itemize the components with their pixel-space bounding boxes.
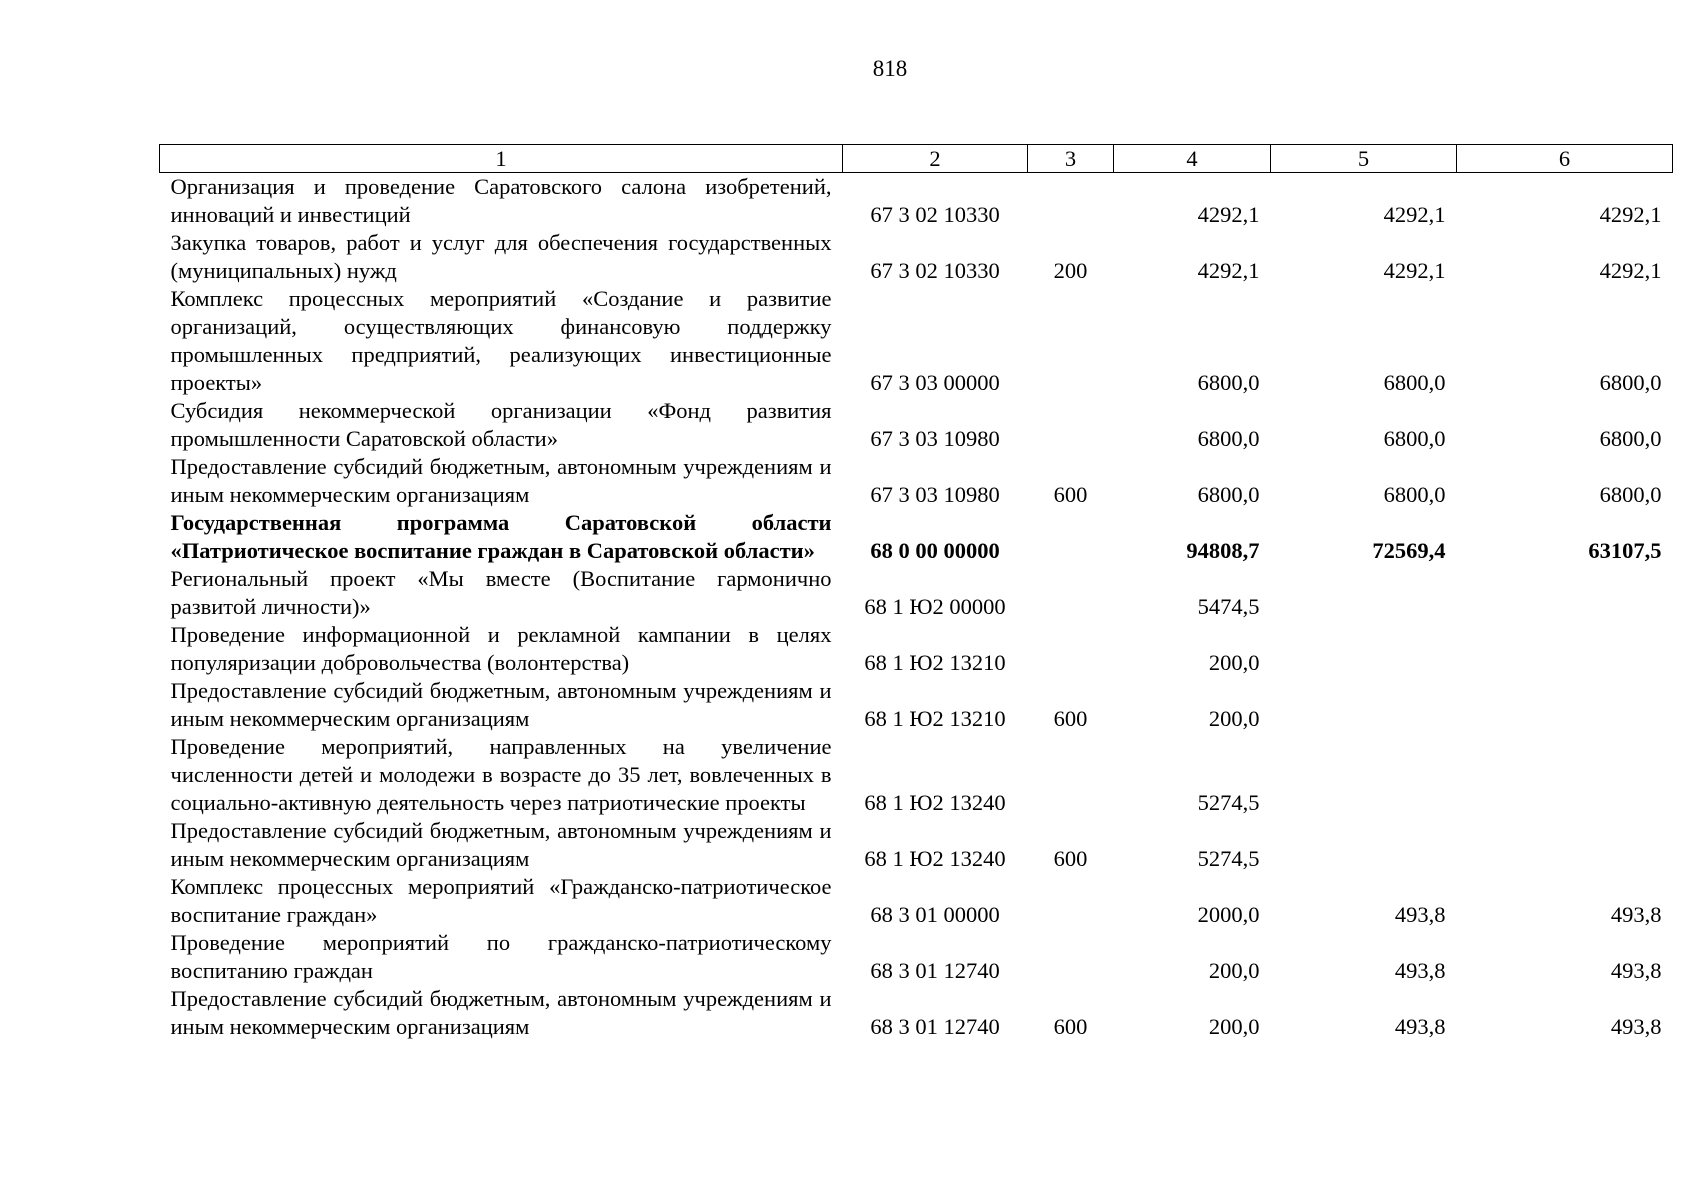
- row-value-2024-cell: 200,0: [1208, 706, 1260, 731]
- row-expense-type-cell: 600: [1053, 482, 1088, 507]
- row-code-cell: 67 3 02 10330: [870, 258, 1000, 283]
- row-value-2026-cell: 63107,5: [1588, 538, 1662, 563]
- row-value-2025-cell: 6800,0: [1383, 426, 1446, 451]
- row-code-cell: 67 3 03 10980: [870, 426, 1000, 451]
- table-header-row: [160, 145, 1673, 173]
- row-name-cell: Предоставление субсидий бюджетным, автономным учреждениям и иным некоммерческим организациям: [170, 818, 832, 871]
- table-row: [160, 817, 1673, 873]
- column-header-2: 2: [843, 145, 1028, 173]
- row-value-2025-cell: [1271, 565, 1457, 621]
- row-name-cell: Закупка товаров, работ и услуг для обеспечения государственных (муниципальных) нужд: [170, 230, 832, 283]
- row-value-2025-cell: [1271, 677, 1457, 733]
- row-value-2025-cell: [1271, 733, 1457, 817]
- table-row: [160, 985, 1673, 1041]
- row-value-2026-cell: 6800,0: [1599, 482, 1662, 507]
- column-header-6: 6: [1457, 145, 1673, 173]
- row-value-2025-cell: [1271, 817, 1457, 873]
- row-name-cell: Комплекс процессных мероприятий «Создание и развитие организаций, осуществляющих финансовую поддержку промышленных предприятий, реализующих инвестиционные проекты»: [170, 286, 832, 395]
- row-code-cell: 68 1 Ю2 13210: [864, 706, 1006, 731]
- row-code-cell: 67 3 02 10330: [870, 202, 1000, 227]
- row-code-cell: 67 3 03 10980: [870, 482, 1000, 507]
- row-value-2024-cell: 5274,5: [1197, 846, 1260, 871]
- table-body: [160, 173, 1673, 1042]
- row-value-2026-cell: [1457, 677, 1673, 733]
- row-expense-type-cell: [1028, 509, 1114, 565]
- row-expense-type-cell: [1028, 733, 1114, 817]
- page-number: 818: [872, 56, 908, 81]
- row-value-2025-cell: 4292,1: [1383, 202, 1446, 227]
- row-name-cell: Комплекс процессных мероприятий «Гражданско-патриотическое воспитание граждан»: [170, 874, 832, 927]
- row-name-cell: Проведение мероприятий, направленных на увеличение численности детей и молодежи в возрасте до 35 лет, вовлеченных в социально-активную деятельность через патриотические проекты: [170, 734, 832, 815]
- table-row: [160, 397, 1673, 453]
- table-row: [160, 173, 1673, 230]
- row-value-2026-cell: [1457, 733, 1673, 817]
- row-value-2024-cell: 6800,0: [1197, 482, 1260, 507]
- row-expense-type-cell: 600: [1053, 1014, 1088, 1039]
- row-expense-type-cell: [1028, 397, 1114, 453]
- row-value-2024-cell: 5474,5: [1197, 594, 1260, 619]
- table-row: [160, 453, 1673, 509]
- column-header-5: 5: [1271, 145, 1457, 173]
- row-expense-type-cell: [1028, 873, 1114, 929]
- row-value-2024-cell: 4292,1: [1197, 202, 1260, 227]
- row-name-cell: Предоставление субсидий бюджетным, автономным учреждениям и иным некоммерческим организациям: [170, 986, 832, 1039]
- row-expense-type-cell: 600: [1053, 706, 1088, 731]
- row-value-2024-cell: 4292,1: [1197, 258, 1260, 283]
- table-row: [160, 873, 1673, 929]
- row-value-2025-cell: 6800,0: [1383, 482, 1446, 507]
- row-value-2025-cell: 4292,1: [1383, 258, 1446, 283]
- column-header-4: 4: [1114, 145, 1271, 173]
- row-code-cell: 68 1 Ю2 13210: [864, 650, 1006, 675]
- row-value-2025-cell: 6800,0: [1383, 370, 1446, 395]
- row-value-2026-cell: 4292,1: [1599, 202, 1662, 227]
- row-value-2026-cell: [1457, 565, 1673, 621]
- row-value-2026-cell: 6800,0: [1599, 426, 1662, 451]
- row-value-2025-cell: 493,8: [1394, 902, 1446, 927]
- row-value-2025-cell: 493,8: [1394, 1014, 1446, 1039]
- column-header-3: 3: [1028, 145, 1114, 173]
- row-value-2024-cell: 2000,0: [1197, 902, 1260, 927]
- row-value-2025-cell: 493,8: [1394, 958, 1446, 983]
- row-value-2024-cell: 200,0: [1208, 1014, 1260, 1039]
- row-value-2024-cell: 5274,5: [1197, 790, 1260, 815]
- row-expense-type-cell: [1028, 621, 1114, 677]
- row-value-2024-cell: 94808,7: [1186, 538, 1260, 563]
- row-value-2026-cell: 6800,0: [1599, 370, 1662, 395]
- budget-table: [159, 144, 1673, 1041]
- row-expense-type-cell: [1028, 565, 1114, 621]
- row-name-cell: Предоставление субсидий бюджетным, автономным учреждениям и иным некоммерческим организациям: [170, 678, 832, 731]
- table-row: [160, 285, 1673, 397]
- row-value-2026-cell: 493,8: [1610, 1014, 1662, 1039]
- row-value-2025-cell: 72569,4: [1372, 538, 1446, 563]
- row-value-2025-cell: [1271, 621, 1457, 677]
- table-row: [160, 929, 1673, 985]
- row-value-2024-cell: 200,0: [1208, 958, 1260, 983]
- row-name-cell: Предоставление субсидий бюджетным, автономным учреждениям и иным некоммерческим организациям: [170, 454, 832, 507]
- table-row: [160, 509, 1673, 565]
- row-code-cell: 68 1 Ю2 13240: [864, 846, 1006, 871]
- row-value-2026-cell: 493,8: [1610, 958, 1662, 983]
- row-value-2026-cell: 493,8: [1610, 902, 1662, 927]
- table-row: [160, 733, 1673, 817]
- row-name-cell: Проведение мероприятий по гражданско-патриотическому воспитанию граждан: [170, 930, 832, 983]
- row-name-cell: Организация и проведение Саратовского салона изобретений, инноваций и инвестиций: [170, 174, 832, 227]
- row-value-2024-cell: 6800,0: [1197, 370, 1260, 395]
- row-expense-type-cell: [1028, 173, 1114, 230]
- row-code-cell: 68 3 01 12740: [870, 1014, 1000, 1039]
- row-value-2024-cell: 200,0: [1208, 650, 1260, 675]
- row-expense-type-cell: 200: [1053, 258, 1088, 283]
- row-expense-type-cell: [1028, 929, 1114, 985]
- row-expense-type-cell: 600: [1053, 846, 1088, 871]
- row-name-cell: Региональный проект «Мы вместе (Воспитание гармонично развитой личности)»: [170, 566, 832, 619]
- row-name-cell: Проведение информационной и рекламной кампании в целях популяризации добровольчества (волонтерства): [170, 622, 832, 675]
- row-code-cell: 68 0 00 00000: [870, 538, 1000, 563]
- row-value-2026-cell: 4292,1: [1599, 258, 1662, 283]
- row-expense-type-cell: [1028, 285, 1114, 397]
- row-value-2026-cell: [1457, 621, 1673, 677]
- row-code-cell: 68 3 01 00000: [870, 902, 1000, 927]
- row-code-cell: 68 3 01 12740: [870, 958, 1000, 983]
- table-row: [160, 621, 1673, 677]
- row-code-cell: 67 3 03 00000: [870, 370, 1000, 395]
- row-name-cell: Субсидия некоммерческой организации «Фонд развития промышленности Саратовской области»: [170, 398, 832, 451]
- row-value-2024-cell: 6800,0: [1197, 426, 1260, 451]
- row-name-cell: Государственная программа Саратовской области «Патриотическое воспитание граждан в Саратовской области»: [170, 510, 832, 563]
- table-row: [160, 565, 1673, 621]
- row-code-cell: 68 1 Ю2 00000: [864, 594, 1006, 619]
- row-code-cell: 68 1 Ю2 13240: [864, 790, 1006, 815]
- table-row: [160, 677, 1673, 733]
- row-value-2026-cell: [1457, 817, 1673, 873]
- column-header-1: 1: [160, 145, 843, 173]
- table-row: [160, 229, 1673, 285]
